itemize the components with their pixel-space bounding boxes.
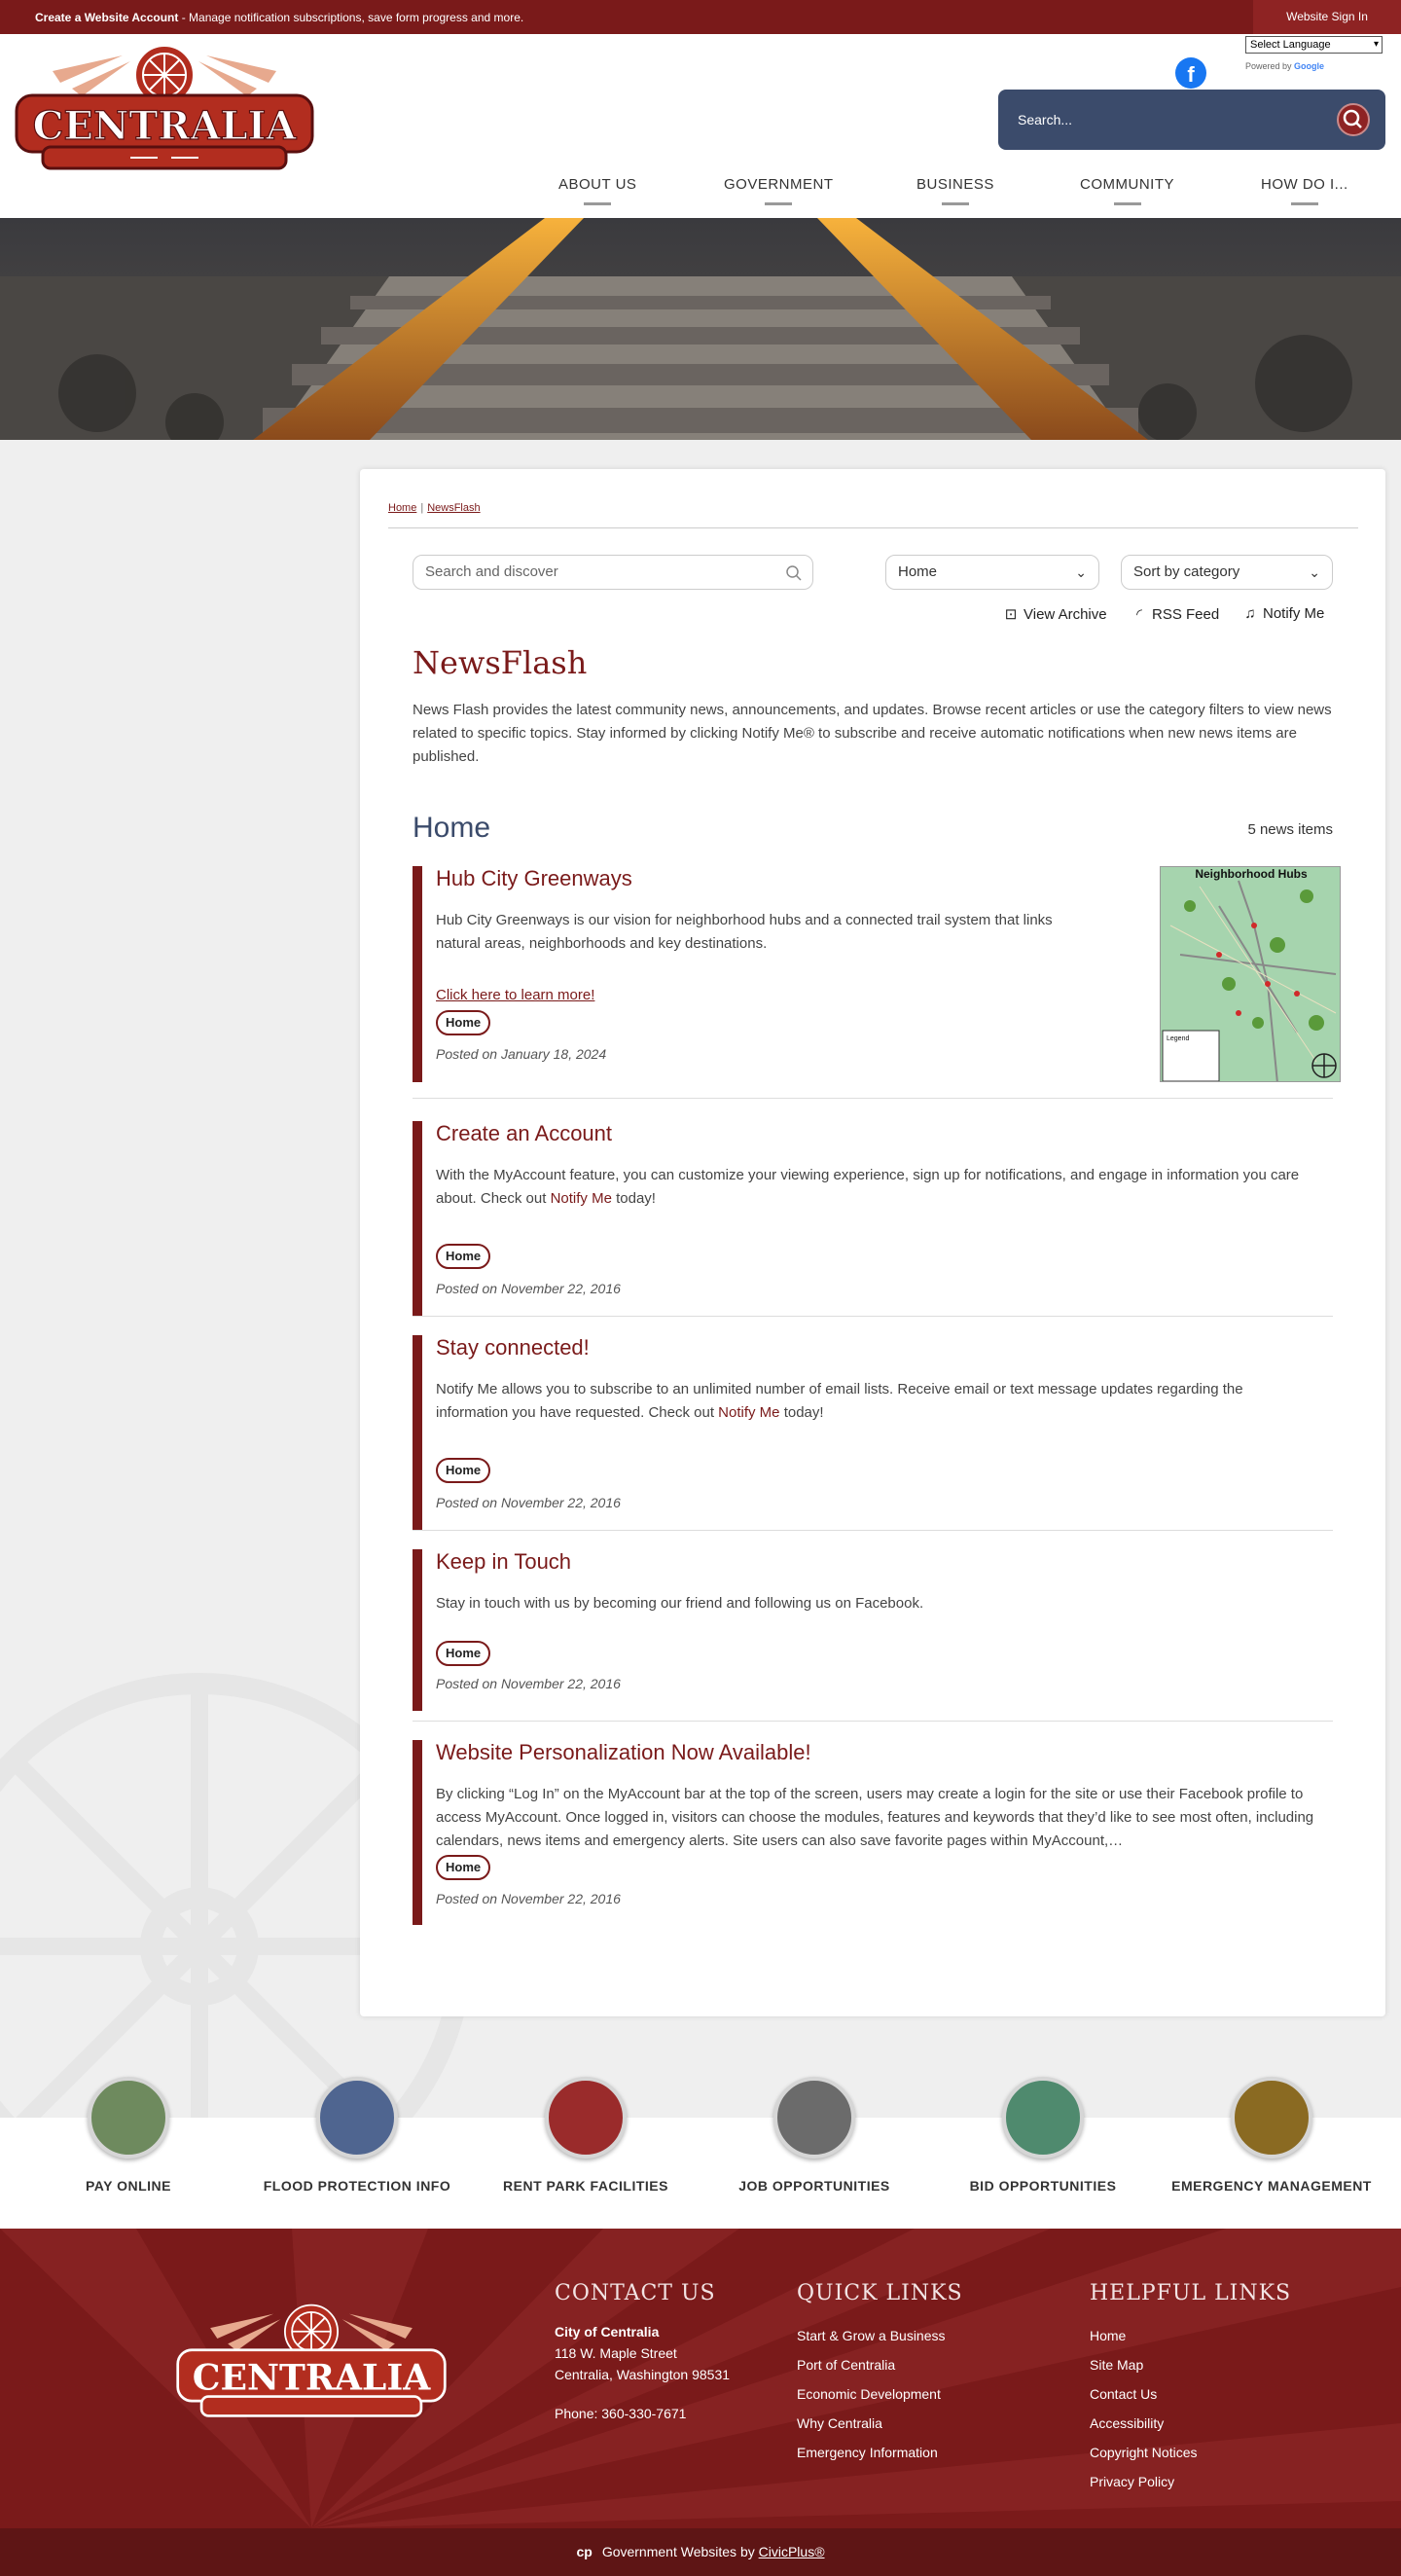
view-archive-link[interactable]: ⊡ View Archive [1002,605,1107,623]
bell-icon: ♫ [1244,605,1256,622]
footer-link[interactable]: Port of Centralia [797,2357,896,2373]
post-date: Posted on November 22, 2016 [436,1676,621,1691]
quick-link-flood-protection[interactable]: FLOOD PROTECTION INFO [240,2077,474,2194]
touch-icon [773,2077,855,2159]
site-footer [0,2229,1401,2528]
footer-link[interactable]: Emergency Information [797,2445,938,2460]
news-item-title[interactable]: Hub City Greenways [436,866,632,890]
quick-links-heading: QUICK LINKS [797,2281,963,2305]
news-item-description: With the MyAccount feature, you can customize your viewing experience, sign up for notifications, and engage in information you care about. Check out Notify Me today! [436,1167,1300,1207]
gavel-icon [1002,2077,1084,2159]
footer-link[interactable]: Start & Grow a Business [797,2328,946,2343]
create-account-promo[interactable]: Create a Website Account - Manage notification subscriptions, save form progress and more. [35,11,524,24]
sort-select[interactable]: Sort by category ⌄ [1121,555,1333,590]
footer-link[interactable]: Economic Development [797,2386,941,2402]
item-divider [413,1721,1333,1722]
news-item [413,1335,1333,1549]
notify-me-link[interactable]: ♫ Notify Me [1241,605,1324,622]
item-accent-bar [413,866,422,1082]
news-item-description: Hub City Greenways is our vision for neighborhood hubs and a connected trail system that links natural areas, neighborhoods and key destinations. [436,912,1053,952]
news-item [413,1121,1333,1335]
news-item [413,1549,1333,1740]
item-divider [413,1098,1333,1099]
quick-link-jobs[interactable]: JOB OPPORTUNITIES [698,2077,931,2194]
news-item-description: Stay in touch with us by becoming our friend and following us on Facebook. [436,1595,924,1612]
rss-icon: ◜ [1136,606,1142,623]
language-select[interactable]: Select Language ▾ [1245,36,1383,54]
footer-link[interactable]: Why Centralia [797,2415,882,2431]
centralia-logo[interactable] [14,42,315,173]
neighborhood-hubs-map-image[interactable] [1160,866,1341,1082]
item-accent-bar [413,1549,422,1711]
nav-how-do-i[interactable]: HOW DO I... [1261,176,1348,193]
news-count: 5 news items [1247,821,1333,838]
category-tag[interactable]: Home [436,1855,490,1880]
powered-by-label: Powered by [1245,61,1292,71]
phone: Phone: 360-330-7671 [555,2406,687,2421]
item-divider [413,1530,1333,1531]
footer-centralia-logo[interactable] [175,2299,448,2423]
category-tag[interactable]: Home [436,1641,490,1666]
item-accent-bar [413,1335,422,1530]
post-date: Posted on November 22, 2016 [436,1281,621,1296]
map-title: Neighborhood Hubs [1195,867,1308,881]
civicplus-icon: cp [576,2544,593,2559]
footer-contact [555,2281,730,2424]
contact-heading: CONTACT US [555,2281,716,2305]
site-search-input[interactable]: Search... [1018,112,1073,127]
quick-link-bids[interactable]: BID OPPORTUNITIES [926,2077,1160,2194]
rss-feed-link[interactable]: ◜ RSS Feed [1131,605,1219,623]
site-header [0,34,1401,218]
footer-link[interactable]: Privacy Policy [1090,2474,1175,2489]
site-search[interactable] [998,90,1385,150]
post-date: Posted on January 18, 2024 [436,1046,607,1062]
item-accent-bar [413,1121,422,1316]
footer-quick-links [797,2281,963,2467]
footer-link[interactable]: Site Map [1090,2357,1144,2373]
category-tag[interactable]: Home [436,1244,490,1269]
notify-me-inline-link[interactable]: Notify Me [550,1190,612,1207]
quick-link-pay-online[interactable]: PAY ONLINE [12,2077,245,2194]
footer-helpful-links [1090,2281,1291,2496]
news-item-title[interactable]: Create an Account [436,1121,613,1145]
footer-link[interactable]: Home [1090,2328,1127,2343]
powered-by-google: Powered by Google [1245,61,1325,71]
street-address: 118 W. Maple Street [555,2345,677,2361]
city-address: Centralia, Washington 98531 [555,2367,731,2382]
post-date: Posted on November 22, 2016 [436,1891,621,1906]
wave-icon [316,2077,398,2159]
category-select[interactable]: Home ⌄ [885,555,1099,590]
divider [388,527,1358,528]
hero-banner-railroad [0,218,1401,440]
news-item-description: By clicking “Log In” on the MyAccount bar at the top of the screen, users may create a login for the site or use their Facebook profile to access MyAccount. Once logged in, visitors can choose the modules, features and keywords that they’d like to see most often, including calendars, news items and emergency alerts. Site users can also save favorite pages within MyAccount,… [436,1786,1314,1849]
newsflash-card [360,469,1385,2016]
website-sign-in-button[interactable]: Website Sign In [1253,0,1401,34]
quick-link-rent-park[interactable]: RENT PARK FACILITIES [469,2077,702,2194]
nav-business[interactable]: BUSINESS [916,176,994,193]
news-item-title[interactable]: Website Personalization Now Available! [436,1740,811,1764]
news-item [413,866,1333,1106]
logo-text: CENTRALIA [32,103,297,149]
quick-link-emergency[interactable]: EMERGENCY MANAGEMENT [1155,2077,1388,2194]
news-item-title[interactable]: Keep in Touch [436,1549,572,1574]
chevron-down-icon: ⌄ [1309,564,1320,580]
footer-link[interactable]: Copyright Notices [1090,2445,1198,2460]
page-title: NewsFlash [413,644,588,681]
nav-government[interactable]: GOVERNMENT [724,176,834,193]
credit-card-icon [88,2077,169,2159]
shop-icon [545,2077,627,2159]
search-icon [785,564,803,582]
top-bar [0,0,1401,34]
civicplus-bar: cp Government Websites by CivicPlus® [0,2528,1401,2576]
org-name: City of Centralia [555,2324,660,2340]
facebook-icon[interactable]: f [1175,57,1206,89]
medkit-icon [1231,2077,1312,2159]
item-accent-bar [413,1740,422,1925]
post-date: Posted on November 22, 2016 [436,1495,621,1510]
breadcrumb-home[interactable]: Home [388,502,417,514]
page-description: News Flash provides the latest community news, announcements, and updates. Browse recent articles or use the category filters to view news related to specific topics. Stay informed by clicking Notify Me® to subscribe and receive automatic notifications when new news items are published. [413,702,1332,765]
category-tag[interactable]: Home [436,1010,490,1035]
category-tag[interactable]: Home [436,1458,490,1483]
nav-about-us[interactable]: ABOUT US [558,176,637,193]
breadcrumb: Home | NewsFlash [388,502,481,514]
news-item [413,1740,1333,1925]
news-search-input[interactable]: Search and discover [413,555,813,590]
notify-me-inline-link[interactable]: Notify Me [718,1404,780,1421]
footer-logo-text: CENTRALIA [192,2356,431,2399]
news-item-description: Notify Me allows you to subscribe to an unlimited number of email lists. Receive email or text message updates regarding the information you have requested. Check out Notify Me today! [436,1381,1243,1421]
search-icon [1339,105,1368,134]
footer-link[interactable]: Contact Us [1090,2386,1158,2402]
nav-community[interactable]: COMMUNITY [1080,176,1174,193]
map-legend-title: Legend [1167,1035,1190,1042]
civicplus-link[interactable]: CivicPlus® [758,2544,825,2559]
footer-link[interactable]: Accessibility [1090,2415,1165,2431]
helpful-links-heading: HELPFUL LINKS [1090,2281,1292,2305]
learn-more-link[interactable]: Click here to learn more! [436,987,595,1003]
search-button[interactable] [1337,103,1370,136]
item-divider [413,1316,1333,1317]
breadcrumb-newsflash[interactable]: NewsFlash [427,502,481,514]
news-item-title[interactable]: Stay connected! [436,1335,590,1360]
chevron-down-icon: ⌄ [1075,564,1087,580]
section-title: Home [413,812,491,844]
archive-icon: ⊡ [1004,606,1018,623]
